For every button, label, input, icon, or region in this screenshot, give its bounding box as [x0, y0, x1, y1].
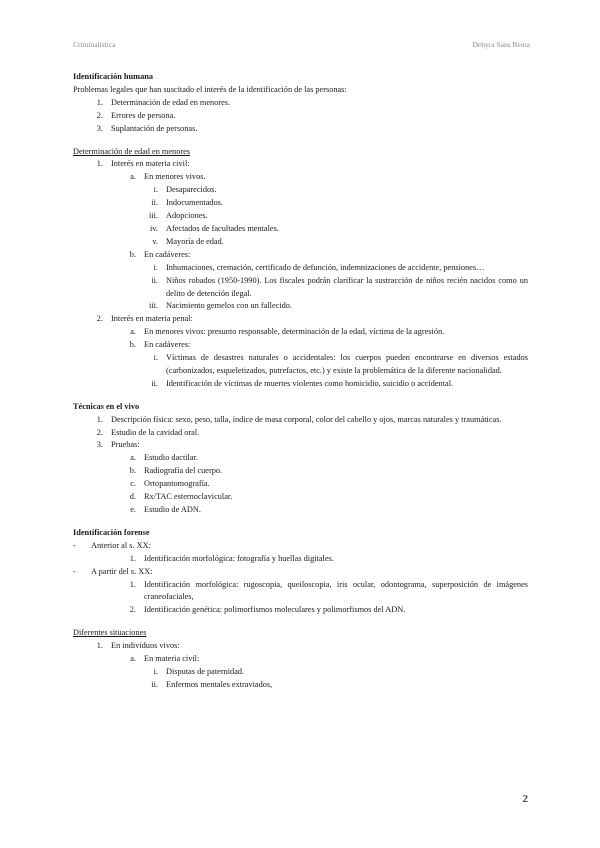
list-item: 3. Pruebas:	[96, 440, 140, 450]
section-title-diferentes-situaciones: Diferentes situaciones	[73, 628, 147, 638]
page-content	[73, 71, 528, 692]
list-item: - A partir del s. XX:	[73, 566, 153, 576]
list-item: iii. Adopciones.	[149, 211, 208, 221]
list-item: 2. Identificación genética: polimorfismos moleculares y polimorfismos del ADN.	[129, 605, 406, 615]
list-item: i. Desaparecidos.	[153, 185, 217, 195]
list-item: a. En menores vivos: presunto responsable, determinación de la edad, víctima de la agresión.	[130, 327, 445, 337]
list-item: 2. Estudio de la cavidad oral.	[96, 427, 200, 437]
list-item: a. En menores vivos.	[130, 172, 206, 182]
list-item: b. Radiografía del cuerpo.	[129, 466, 223, 476]
list-item: a. Estudio dactilar.	[130, 453, 198, 463]
list-item: iv. Afectados de facultades mentales.	[150, 223, 279, 233]
list-item: i. Disputas de paternidad.	[153, 666, 245, 676]
section-title-identificacion-humana: Identificación humana	[73, 72, 153, 81]
header-author: Dehyra Sans Reina	[472, 40, 530, 49]
list-item: 3. Suplantación de personas.	[96, 123, 198, 133]
list-item: iii. Nacimiento gemelos con un fallecido.	[149, 301, 293, 311]
section-title-determinacion-edad: Determinación de edad en menores	[73, 146, 191, 156]
list-item: ii. Indocumentados.	[151, 198, 223, 208]
list-item: b. En cadáveres:	[129, 249, 191, 259]
list-item: ii. Identificación de víctimas de muertes violentes como homicidio, suicidio o accidental.	[151, 378, 454, 388]
section-intro: Problemas legales que han suscitado el interés de la identificación de las personas:	[73, 84, 347, 94]
list-item: ii. Niños robados (1950-1990). Los fiscales podrán clarificar la sustracción de niños recién nacidos como un delito de detención ilegal.	[151, 275, 528, 298]
list-item: 1. En individuos vivos:	[96, 641, 180, 651]
list-item: - Anterior al s. XX:	[73, 540, 151, 550]
list-item: 1. Identificación morfológica: fotografía y huellas digitales.	[129, 553, 334, 563]
list-item: 2. Errores de persona.	[96, 110, 176, 120]
list-item: a. En materia civil:	[130, 654, 200, 664]
page-number: 2	[522, 793, 528, 805]
list-item: i. Inhumaciones, cremación, certificado de defunción, indemnizaciones de accidente, pensiones…	[153, 262, 485, 272]
list-item: i. Víctimas de desastres naturales o accidentales: los cuerpos pueden encontrarse en diversos estados (carbonizados, esqueletizados, putrefactos, etc.) y existe la problemática de la diferente nacionalidad.	[153, 353, 528, 375]
section-title-identificacion-forense: Identificación forense	[73, 527, 150, 537]
list-item: ii. Enfermos mentales extraviados,	[151, 679, 273, 689]
list-item: 1. Interés en materia civil:	[96, 159, 190, 169]
list-item: e. Estudio de ADN.	[130, 505, 201, 514]
list-item: 2. Interés en materia penal:	[96, 314, 193, 324]
list-item: b. En cadáveres:	[129, 340, 191, 350]
list-item: 1. Identificación morfológica: rugoscopia, queiloscopia, iris ocular, odontograma, superposición de imágenes craneofaciales,	[129, 579, 528, 602]
list-item: 1. Determinación de edad en menores.	[96, 97, 231, 107]
list-item: c. Ortopantomografía.	[130, 479, 210, 489]
header-subject: Criminalística	[73, 40, 116, 49]
section-title-tecnicas-vivo: Técnicas en el vivo	[73, 401, 140, 411]
list-item: d. Rx/TAC esternoclavicular.	[129, 492, 233, 502]
list-item: v. Mayoría de edad.	[152, 236, 224, 246]
list-item: 1. Descripción física: sexo, peso, talla, índice de masa corporal, color del cabello y ojos, marcas naturales y traumáticas.	[96, 414, 502, 424]
